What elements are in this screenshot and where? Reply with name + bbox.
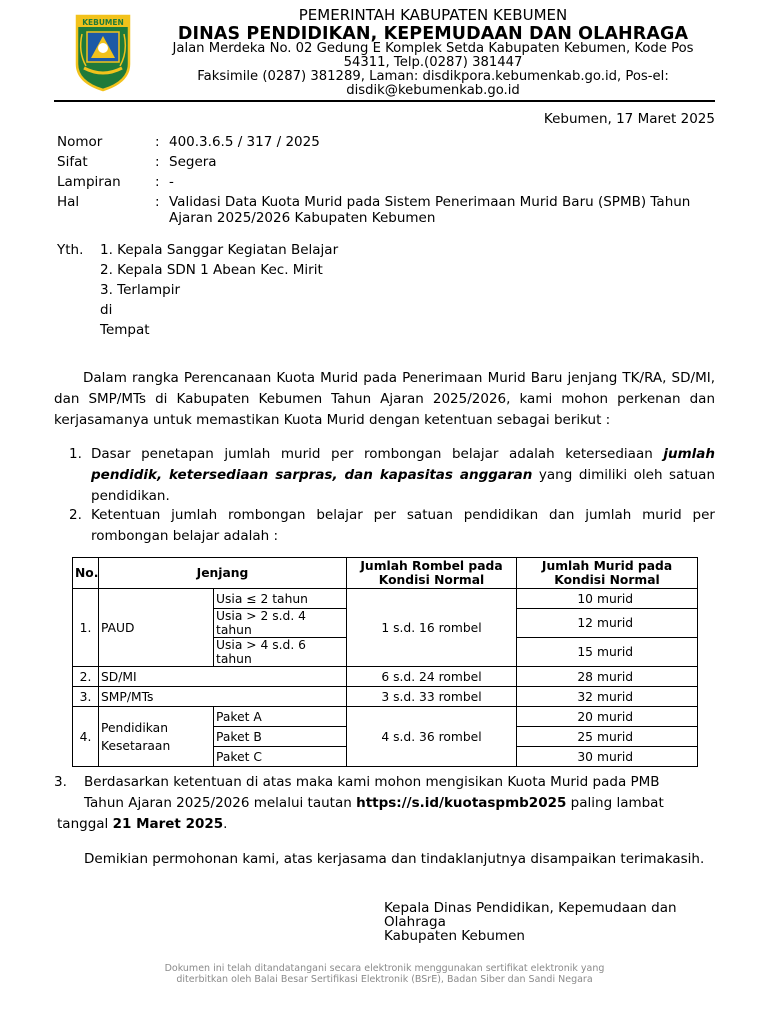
e-signature-footer	[54, 963, 715, 985]
row-no: 4.	[73, 707, 99, 767]
row-no: 2.	[73, 667, 99, 687]
murid-count: 15	[577, 645, 593, 659]
row-jenjang: SD/MI	[99, 667, 347, 687]
point-3-line3	[57, 814, 227, 835]
row-rombel: 6 s.d. 24 rombel	[347, 667, 517, 687]
header-murid: Jumlah Murid pada Kondisi Normal	[517, 558, 698, 589]
row-murid	[517, 609, 698, 638]
murid-unit: murid	[597, 709, 634, 724]
row-murid	[517, 638, 698, 667]
murid-count: 30	[577, 749, 593, 764]
murid-count: 25	[577, 729, 593, 744]
logo-text: KEBUMEN	[82, 18, 124, 27]
footer-line2: diterbitkan oleh Balai Besar Sertifikasi Elektronik (BSrE), Badan Siber dan Sandi Negara	[176, 974, 593, 985]
row-subjenjang: Paket B	[214, 727, 347, 747]
nomor-label: Nomor	[57, 134, 103, 150]
row-murid	[517, 687, 698, 707]
closing-paragraph: Demikian permohonan kami, atas kerjasama dan tindaklanjutnya disampaikan terimakasih.	[84, 851, 705, 867]
signature-title-line2: Olahraga	[384, 914, 446, 930]
point-1-post: yang dimiliki oleh satuan pendidikan.	[91, 467, 715, 504]
row-subjenjang: Usia > 2 s.d. 4 tahun	[214, 609, 347, 638]
row-murid	[517, 667, 698, 687]
recipient-item: 2. Kepala SDN 1 Abean Kec. Mirit	[100, 262, 323, 278]
murid-count: 20	[577, 709, 593, 724]
point-3-line3-post: .	[223, 816, 228, 832]
murid-count: 28	[577, 669, 593, 684]
letter-date: Kebumen, 17 Maret 2025	[543, 111, 715, 127]
table-row	[73, 667, 698, 687]
murid-count: 10	[577, 591, 593, 606]
row-murid	[517, 747, 698, 767]
row-no: 1.	[73, 589, 99, 667]
kop-contact-line1: Faksimile (0287) 381289, Laman: disdikpora.kebumenkab.go.id, Pos-el:	[197, 69, 669, 84]
table-row	[73, 687, 698, 707]
lampiran-value: -	[169, 174, 174, 190]
kop-contact-line2: disdik@kebumenkab.go.id	[346, 83, 520, 98]
murid-unit: murid	[597, 729, 634, 744]
table-row	[73, 589, 698, 609]
point-3-line3-pre: tanggal	[57, 816, 113, 832]
point-2-text: Ketentuan jumlah rombongan belajar per satuan pendidikan dan jumlah murid per rombongan belajar adalah :	[91, 507, 715, 544]
hal-label: Hal	[57, 194, 80, 210]
row-subjenjang: Paket A	[214, 707, 347, 727]
murid-unit: murid	[597, 689, 634, 704]
row-subjenjang: Paket C	[214, 747, 347, 767]
deadline-date: 21 Maret 2025	[112, 816, 224, 832]
header-no: No.	[73, 558, 99, 589]
row-murid	[517, 589, 698, 609]
row-subjenjang: Usia > 4 s.d. 6 tahun	[214, 638, 347, 667]
murid-unit: murid	[597, 591, 634, 606]
kuota-table	[72, 557, 698, 767]
point-2-number: 2.	[69, 507, 82, 523]
nomor-colon: :	[155, 134, 160, 150]
header-rombel: Jumlah Rombel pada Kondisi Normal	[347, 558, 517, 589]
intro-paragraph: Dalam rangka Perencanaan Kuota Murid pada Penerimaan Murid Baru jenjang TK/RA, SD/MI, dan SMP/MTs di Kabupaten Kebumen Tahun Ajaran 2025/2026, kami mohon perkenan dan kerjasamanya untuk memastikan Kuota Murid dengan ketentuan sebagai berikut :	[54, 370, 715, 428]
nomor-value: 400.3.6.5 / 317 / 2025	[169, 134, 320, 150]
footer-line1: Dokumen ini telah ditandatangani secara elektronik menggunakan sertifikat elektronik yang	[164, 963, 605, 974]
signature-title-line1: Kepala Dinas Pendidikan, Kepemudaan dan	[384, 900, 677, 916]
recipient-di: di	[100, 302, 113, 318]
recipient-item: 1. Kepala Sanggar Kegiatan Belajar	[100, 242, 339, 258]
murid-count: 32	[577, 689, 593, 704]
row-rombel: 1 s.d. 16 rombel	[347, 589, 517, 667]
recipient-item: 3. Terlampir	[100, 282, 181, 298]
kop-office-name: DINAS PENDIDIKAN, KEPEMUDAAN DAN OLAHRAGA	[177, 24, 689, 44]
kop-address	[160, 42, 706, 98]
murid-unit: murid	[597, 616, 634, 630]
signature-title-line3: Kabupaten Kebumen	[384, 928, 525, 944]
table-row	[73, 707, 698, 727]
point-3-line1: Berdasarkan ketentuan di atas maka kami mohon mengisikan Kuota Murid pada PMB	[84, 774, 660, 790]
point-1-pre: Dasar penetapan jumlah murid per rombongan belajar adalah ketersediaan	[91, 446, 664, 462]
row-jenjang: SMP/MTs	[99, 687, 347, 707]
point-3-line2-post: paling lambat	[566, 795, 664, 811]
point-3-line2-pre: Tahun Ajaran 2025/2026 melalui tautan	[84, 795, 357, 811]
header-jenjang: Jenjang	[99, 558, 347, 589]
row-subjenjang: Usia ≤ 2 tahun	[214, 589, 347, 609]
row-rombel: 4 s.d. 36 rombel	[347, 707, 517, 767]
row-murid	[517, 727, 698, 747]
row-jenjang: Pendidikan Kesetaraan	[99, 707, 214, 767]
letterhead-divider	[54, 100, 715, 102]
kuota-link[interactable]: https://s.id/kuotaspmb2025	[356, 795, 567, 811]
lampiran-label: Lampiran	[57, 174, 121, 190]
lampiran-colon: :	[155, 174, 160, 190]
table-header-row	[73, 558, 698, 589]
kop-address-line1: Jalan Merdeka No. 02 Gedung E Komplek Setda Kabupaten Kebumen, Kode Pos	[172, 41, 694, 56]
sifat-label: Sifat	[57, 154, 88, 170]
murid-unit: murid	[597, 645, 634, 659]
point-3-number: 3.	[54, 774, 67, 790]
row-murid	[517, 707, 698, 727]
row-no: 3.	[73, 687, 99, 707]
point-1-text	[91, 444, 715, 507]
row-jenjang: PAUD	[99, 589, 214, 667]
recipient-label: Yth.	[57, 242, 84, 258]
kop-government: PEMERINTAH KABUPATEN KEBUMEN	[298, 6, 568, 24]
kop-address-line2: 54311, Telp.(0287) 381447	[343, 55, 523, 70]
hal-colon: :	[155, 194, 160, 210]
kebumen-emblem-logo	[74, 12, 132, 92]
murid-unit: murid	[597, 669, 634, 684]
murid-unit: murid	[597, 749, 634, 764]
recipient-place: Tempat	[100, 322, 150, 338]
hal-value: Validasi Data Kuota Murid pada Sistem Penerimaan Murid Baru (SPMB) Tahun Ajaran 2025/2026 Kabupaten Kebumen	[169, 194, 691, 226]
murid-count: 12	[577, 616, 593, 630]
point-1-number: 1.	[69, 446, 82, 462]
row-rombel: 3 s.d. 33 rombel	[347, 687, 517, 707]
point-1-emphasis: jumlah pendidik, ketersediaan sarpras, dan kapasitas anggaran	[91, 446, 715, 483]
point-3-line2	[84, 793, 664, 814]
sifat-colon: :	[155, 154, 160, 170]
sifat-value: Segera	[169, 154, 217, 170]
